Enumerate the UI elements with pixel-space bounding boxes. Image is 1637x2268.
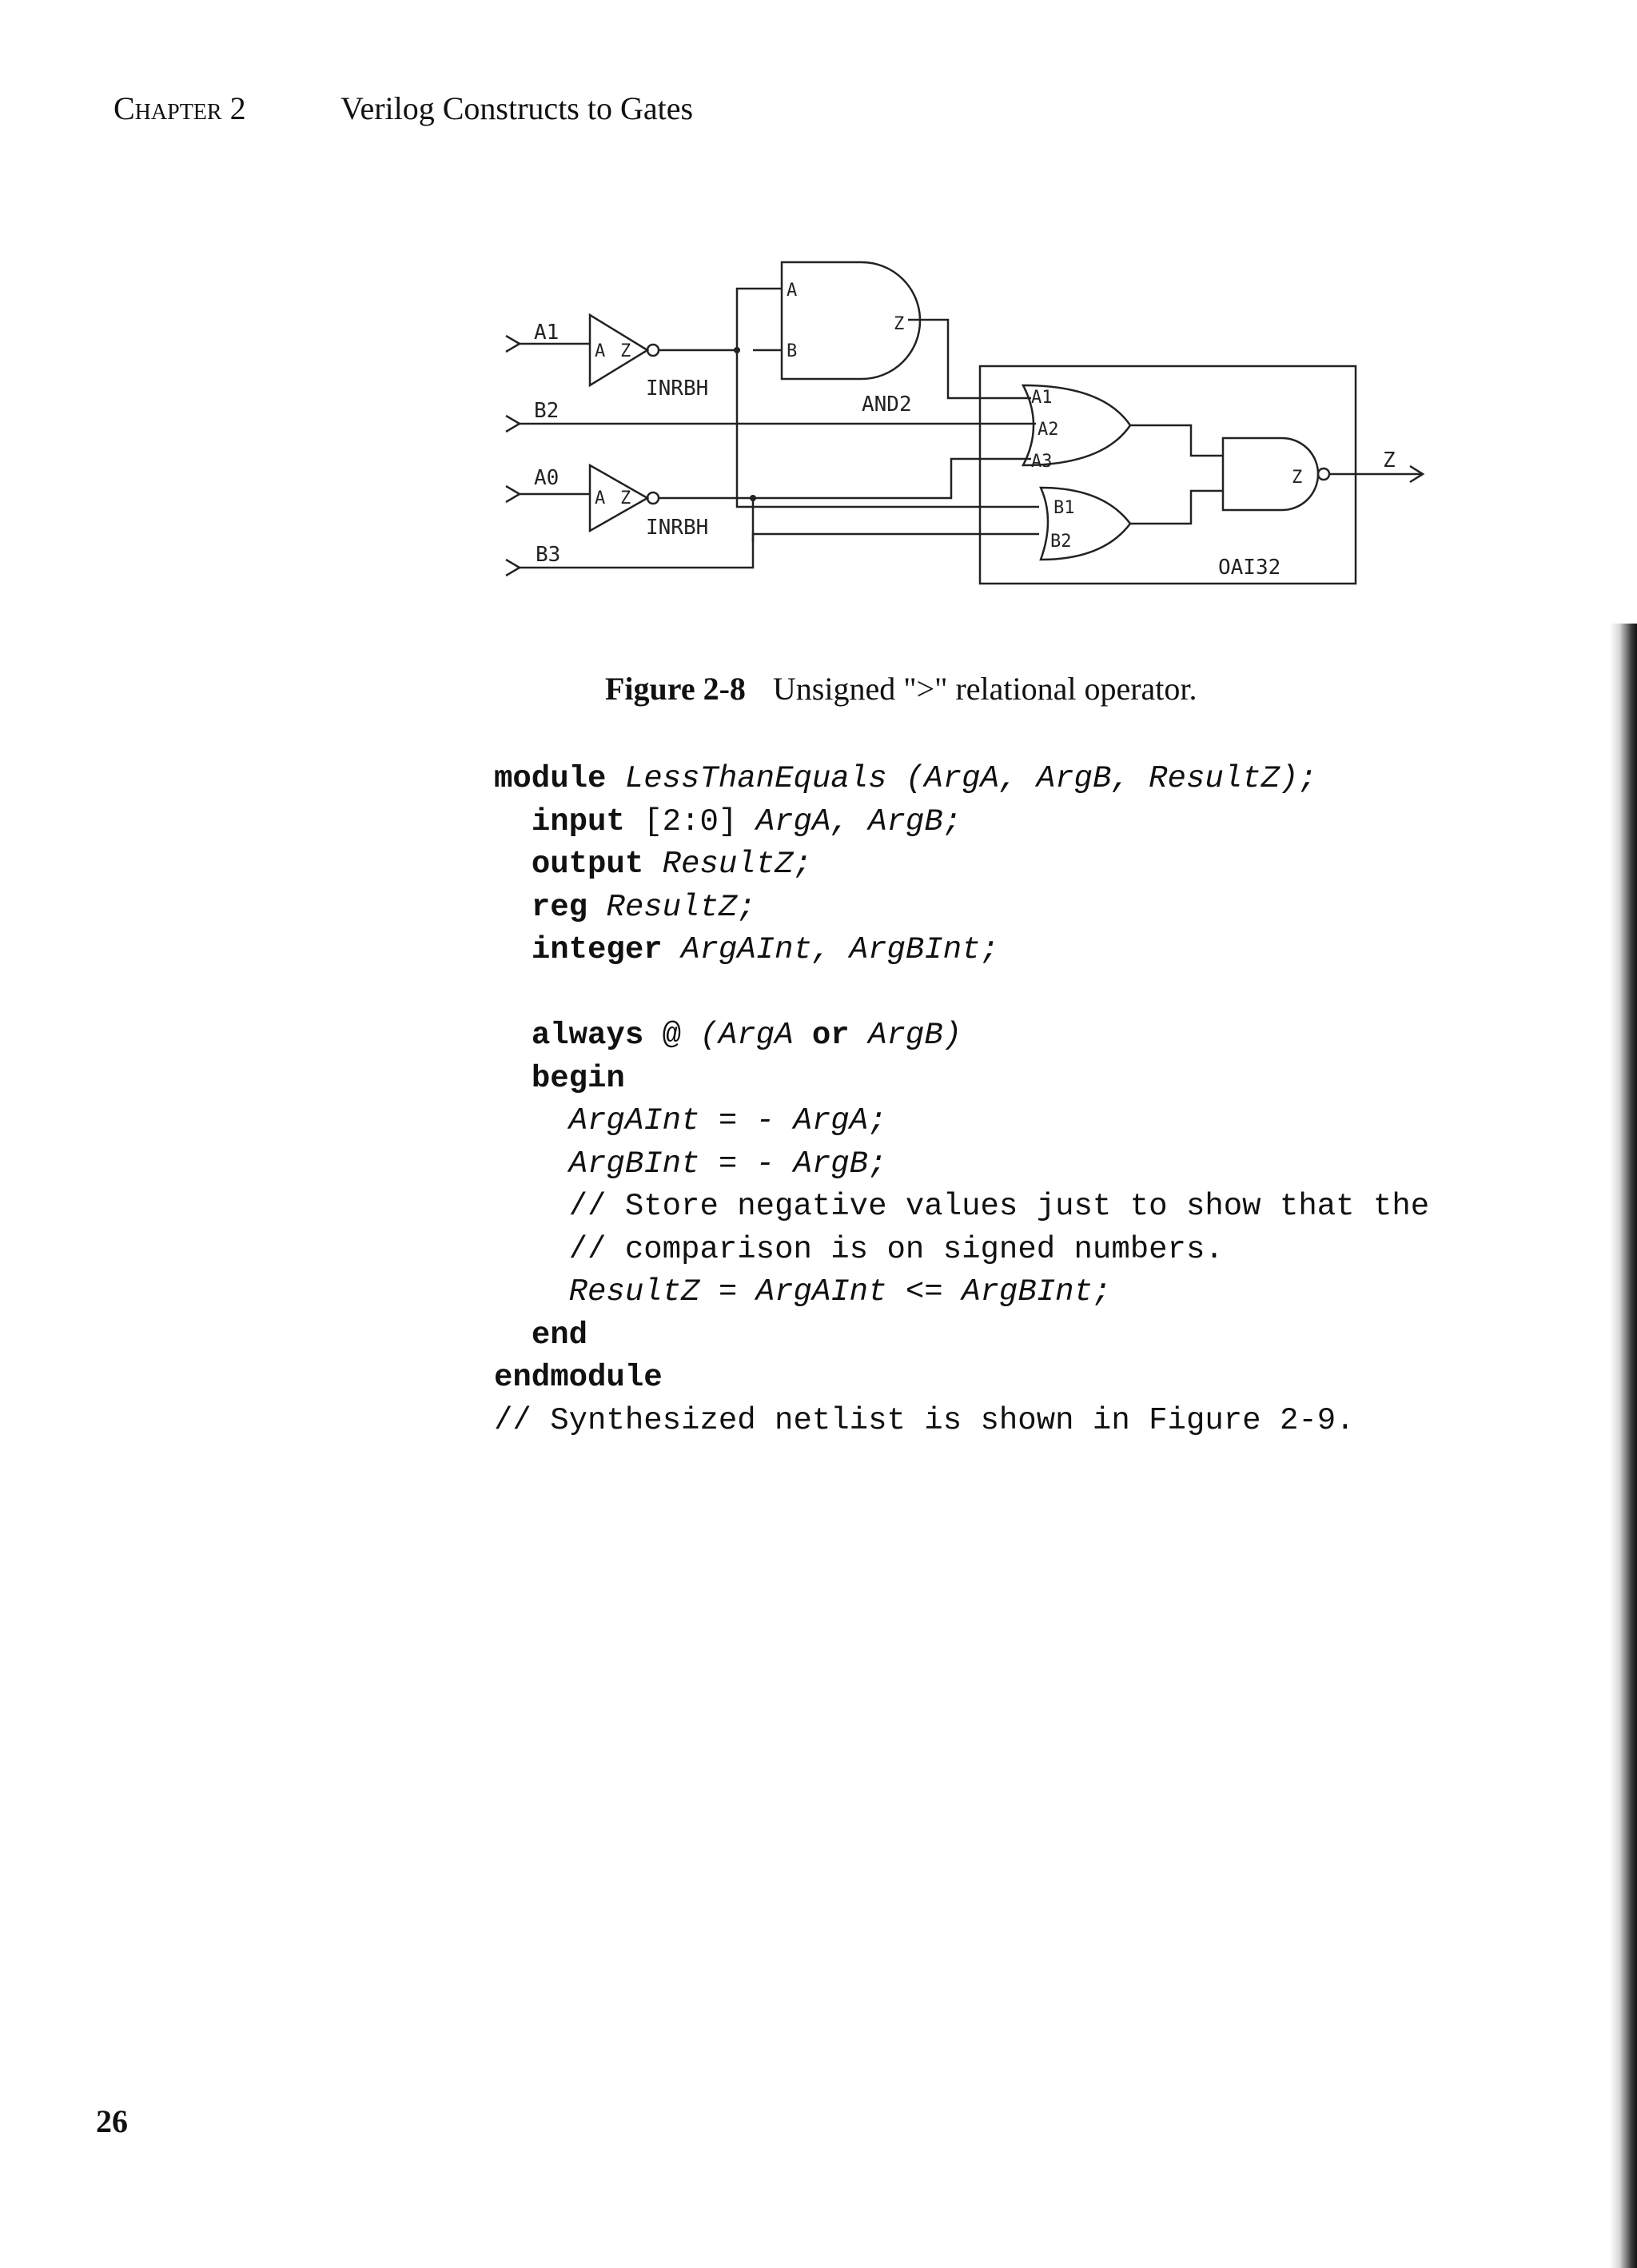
wire-and-a (737, 289, 782, 350)
code-comment (494, 1229, 1429, 1272)
nand-gate (1223, 438, 1318, 510)
input-arrow-a0 (506, 486, 520, 502)
nand-bubble (1318, 468, 1329, 480)
label-a1: A1 (534, 321, 560, 345)
code-comment (494, 1400, 1429, 1443)
inv2-z: Z (620, 488, 631, 508)
and2-a: A (787, 281, 798, 301)
code-line (494, 801, 1429, 844)
junction-1 (734, 347, 740, 353)
page-number: 26 (96, 2103, 128, 2139)
code-line (494, 843, 1429, 887)
oai-a1: A1 (1031, 388, 1053, 408)
figure-caption-text: Unsigned ">" relational operator. (772, 671, 1197, 707)
page-edge-shadow (1610, 624, 1637, 2268)
output-z-label: Z (1383, 448, 1396, 472)
input-arrow-b2 (506, 416, 520, 432)
keyword: reg (531, 889, 588, 925)
keyword: end (531, 1317, 588, 1353)
inverter-2-name: INRBH (646, 516, 709, 540)
wire-or1-out (1130, 425, 1223, 456)
input-arrow-b3 (506, 560, 520, 576)
chapter-label: Chapter 2 (114, 90, 246, 126)
oai-a2: A2 (1038, 420, 1059, 440)
wire-inv2-a3 (753, 459, 990, 498)
oai-b2: B2 (1050, 532, 1072, 552)
code-text: // Synthesized netlist is shown in Figure 2-9. (494, 1402, 1355, 1438)
code-text: ArgA, ArgB; (755, 803, 962, 839)
input-arrow-a1 (506, 336, 520, 352)
keyword: input (531, 803, 625, 839)
oai32-name: OAI32 (1218, 556, 1281, 580)
wire-or2-out (1130, 491, 1223, 524)
code-listing (494, 758, 1429, 1442)
keyword: always (531, 1018, 644, 1053)
code-line (494, 887, 1429, 930)
code-text: (ArgA (699, 1018, 812, 1053)
code-line (494, 1143, 1429, 1186)
and2-z: Z (894, 314, 905, 334)
code-text: ArgAInt = - ArgA; (568, 1103, 887, 1138)
keyword: endmodule (494, 1360, 663, 1395)
label-a0: A0 (534, 466, 560, 490)
code-line (494, 1014, 1429, 1058)
code-text: ArgAInt, ArgBInt; (681, 932, 999, 967)
circuit-schematic (480, 254, 1439, 606)
junction-2 (750, 495, 756, 501)
code-text: ResultZ; (606, 889, 756, 925)
and2-name: AND2 (862, 393, 912, 417)
code-text: // Store negative values just to show that the (568, 1189, 1430, 1224)
keyword: or (811, 1018, 850, 1053)
code-comment (494, 1186, 1429, 1229)
code-text: // comparison is on signed numbers. (568, 1231, 1224, 1267)
keyword: output (531, 847, 644, 882)
keyword: integer (531, 932, 663, 967)
oai-a3: A3 (1031, 452, 1053, 472)
wire-b3-b2 (520, 534, 1039, 568)
code-text: ArgBInt = - ArgB; (568, 1146, 887, 1182)
inv2-a: A (595, 488, 606, 508)
keyword: begin (531, 1060, 625, 1096)
and2-b: B (787, 341, 798, 361)
code-text: ResultZ; (662, 847, 812, 882)
figure-number: Figure 2-8 (605, 671, 746, 707)
code-line (494, 1357, 1429, 1400)
keyword: module (494, 761, 607, 796)
inverter-1-name: INRBH (646, 377, 709, 401)
inv1-z: Z (620, 341, 631, 361)
inv1-a: A (595, 341, 606, 361)
code-blank-line (494, 972, 1429, 1015)
code-text: LessThanEquals (ArgA, ArgB, ResultZ); (624, 761, 1317, 796)
code-line (494, 1100, 1429, 1143)
label-b3: B3 (536, 543, 561, 567)
oai-b1: B1 (1053, 498, 1075, 518)
chapter-title: Verilog Constructs to Gates (341, 90, 694, 126)
figure-caption (605, 670, 1197, 708)
label-b2: B2 (534, 399, 560, 423)
code-line (494, 1058, 1429, 1101)
code-line (494, 758, 1429, 801)
nand-z: Z (1292, 468, 1303, 488)
code-line (494, 1271, 1429, 1314)
code-text: ArgB) (849, 1018, 962, 1053)
running-header (114, 90, 693, 127)
code-text: [2:0] (643, 803, 756, 839)
code-text: @ (662, 1018, 700, 1053)
code-line (494, 929, 1429, 972)
code-line (494, 1314, 1429, 1357)
code-text: ResultZ = ArgAInt <= ArgBInt; (568, 1274, 1112, 1309)
